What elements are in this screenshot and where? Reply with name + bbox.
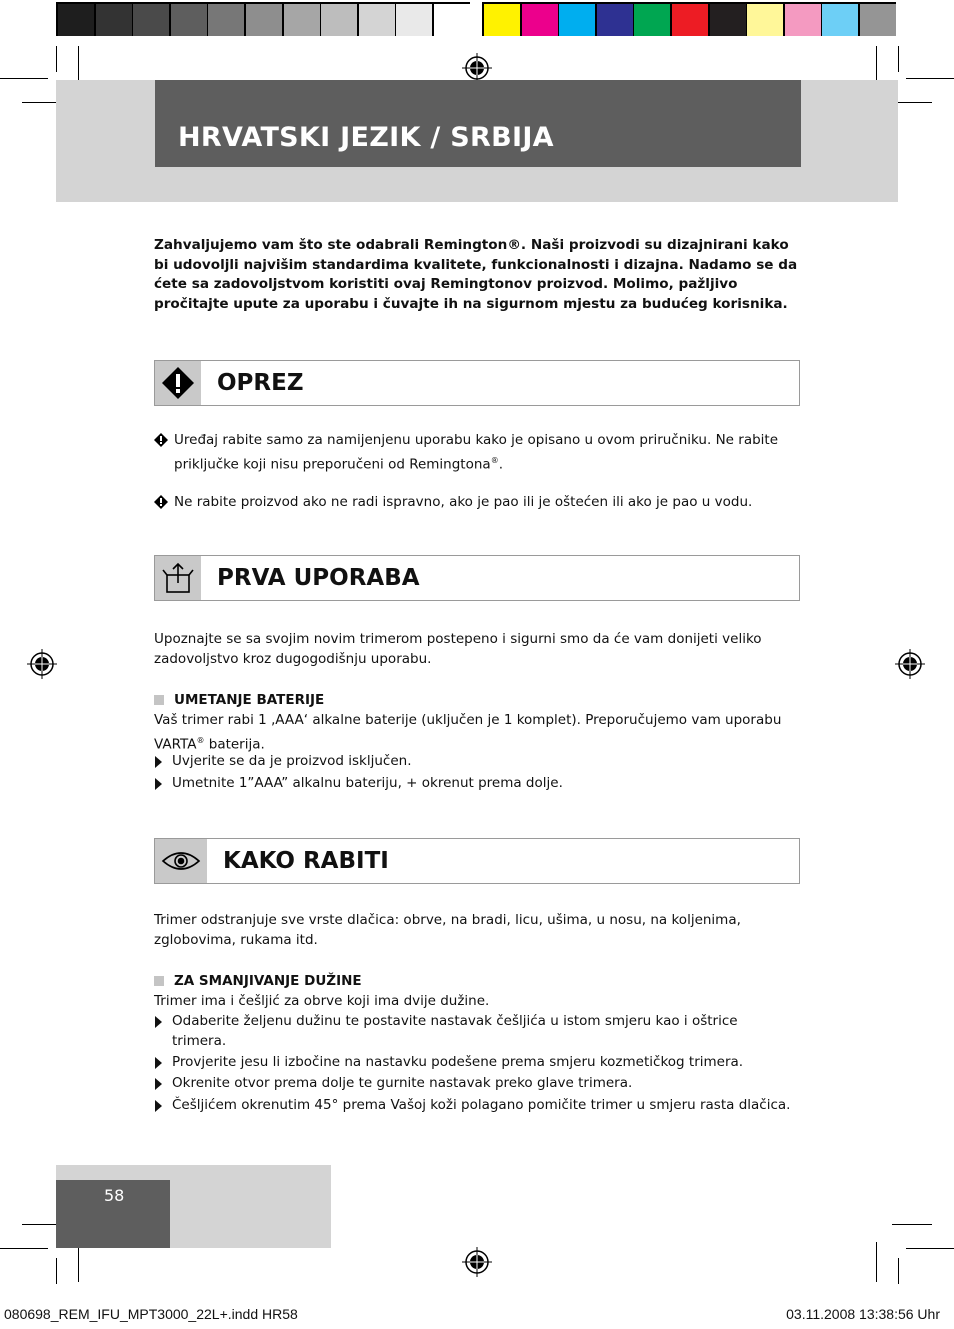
kako-paragraph: Trimer odstranjuje sve vrste dlačica: obrve, na bradi, licu, ušima, u nosu, na koljenima, zglobovima, rukama itd. [154,912,741,948]
warning-diamond-icon [154,433,168,447]
color-swatch [208,4,244,36]
date-slug: 03.11.2008 13:38:56 Uhr [786,1306,940,1322]
prva-paragraph: Upoznajte se sa svojim novim trimerom postepeno i sigurni smo da će vam donijeti veliko zadovoljstvo kroz dugogodišnju uporabu. [154,631,762,667]
section-title: KAKO RABITI [223,848,389,874]
triangle-bullet-icon [155,1016,162,1028]
color-swatch [58,4,94,36]
section-title: OPREZ [217,370,304,396]
list-item [154,752,814,772]
color-swatch [597,4,633,36]
color-swatch [396,4,432,36]
registration-mark-icon [462,1247,492,1277]
registration-mark-icon [462,53,492,83]
length-paragraph: Trimer ima i češljić za obrve koji ima dvije dužine. [154,993,490,1009]
registration-mark-icon [895,649,925,679]
file-slug: 080698_REM_IFU_MPT3000_22L+.indd HR58 [4,1306,298,1322]
color-swatch [434,4,470,36]
page-number: 58 [104,1186,125,1205]
eye-icon [155,839,207,883]
triangle-bullet-icon [155,1100,162,1112]
warning-text: Ne rabite proizvod ako ne radi ispravno, ako je pao ili je oštećen ili ako je pao u vodu. [174,494,753,510]
color-swatch [860,4,896,36]
color-swatch [359,4,395,36]
color-swatch [710,4,746,36]
registered-mark: ® [196,735,205,745]
list-item [154,1053,814,1073]
triangle-bullet-icon [155,1057,162,1069]
list-item [154,1074,814,1094]
exclamation-icon [155,361,201,405]
list-item [154,1012,814,1051]
battery-paragraph [154,711,814,755]
color-swatch [96,4,132,36]
warning-item [154,493,804,513]
color-swatch [822,4,858,36]
list-item-text: Češljićem okrenutim 45° prema Vašoj koži polagano pomičite trimer u smjeru rasta dlačica. [172,1097,791,1113]
color-swatch [484,4,520,36]
page-title: HRVATSKI JEZIK / SRBIJA [178,122,554,153]
box-arrow-icon [155,556,201,600]
registration-mark-icon [27,649,57,679]
color-swatch [284,4,320,36]
color-swatch [246,4,282,36]
battery-text: Vaš trimer rabi 1 ‚AAA‘ alkalne baterije (uključen je 1 komplet). Preporučujemo vam uporabu VARTA [154,712,782,752]
subsection-title: UMETANJE BATERIJE [174,692,325,708]
color-swatch [559,4,595,36]
triangle-bullet-icon [155,1078,162,1090]
subsection-heading [154,692,324,708]
battery-text-tail: baterija. [204,736,265,752]
color-swatch [321,4,357,36]
triangle-bullet-icon [155,756,162,768]
warning-text-tail: . [498,456,503,472]
list-item-text: Provjerite jesu li izbočine na nastavku podešene prema smjeru kozmetičkog trimera. [172,1054,744,1070]
square-bullet-icon [154,976,164,986]
color-swatch [747,4,783,36]
warning-text: Uređaj rabite samo za namijenjenu uporabu kako je opisano u ovom priručniku. Ne rabite priključke koji nisu preporučeni od Remingtona [174,432,779,472]
intro-paragraph: Zahvaljujemo vam što ste odabrali Remington®. Naši proizvodi su dizajnirani kako bi udovoljli najvišim standardima kvalitete, funkcionalnosti i dizajna. Nadamo se da ćete sa zadovoljstvom koristiti ovaj Remingtonov proizvod. Molimo, pažljivo pročitajte upute za uporabu i čuvajte ih na sigurnom mjestu za budućeg korisnika. [154,237,798,312]
color-swatch [522,4,558,36]
section-title: PRVA UPORABA [217,565,420,591]
warning-item [154,431,804,475]
color-swatch [634,4,670,36]
color-swatch [171,4,207,36]
section-kako-rabiti [154,838,800,884]
list-item-text: Odaberite željenu dužinu te postavite nastavak češljića u istom smjeru kao i oštrice trimera. [172,1013,738,1049]
subsection-title: ZA SMANJIVANJE DUŽINE [174,973,362,989]
subsection-heading [154,973,362,989]
list-item [154,1096,814,1116]
list-item [154,774,814,794]
triangle-bullet-icon [155,778,162,790]
list-item-text: Umetnite 1”AAA” alkalnu bateriju, + okrenut prema dolje. [172,775,563,791]
color-swatch [133,4,169,36]
registered-mark: ® [490,455,499,465]
color-swatch [785,4,821,36]
square-bullet-icon [154,695,164,705]
section-oprez [154,360,800,406]
list-item-text: Okrenite otvor prema dolje te gurnite nastavak preko glave trimera. [172,1075,633,1091]
color-swatch [672,4,708,36]
warning-diamond-icon [154,495,168,509]
list-item-text: Uvjerite se da je proizvod isključen. [172,753,412,769]
section-prva-uporaba [154,555,800,601]
